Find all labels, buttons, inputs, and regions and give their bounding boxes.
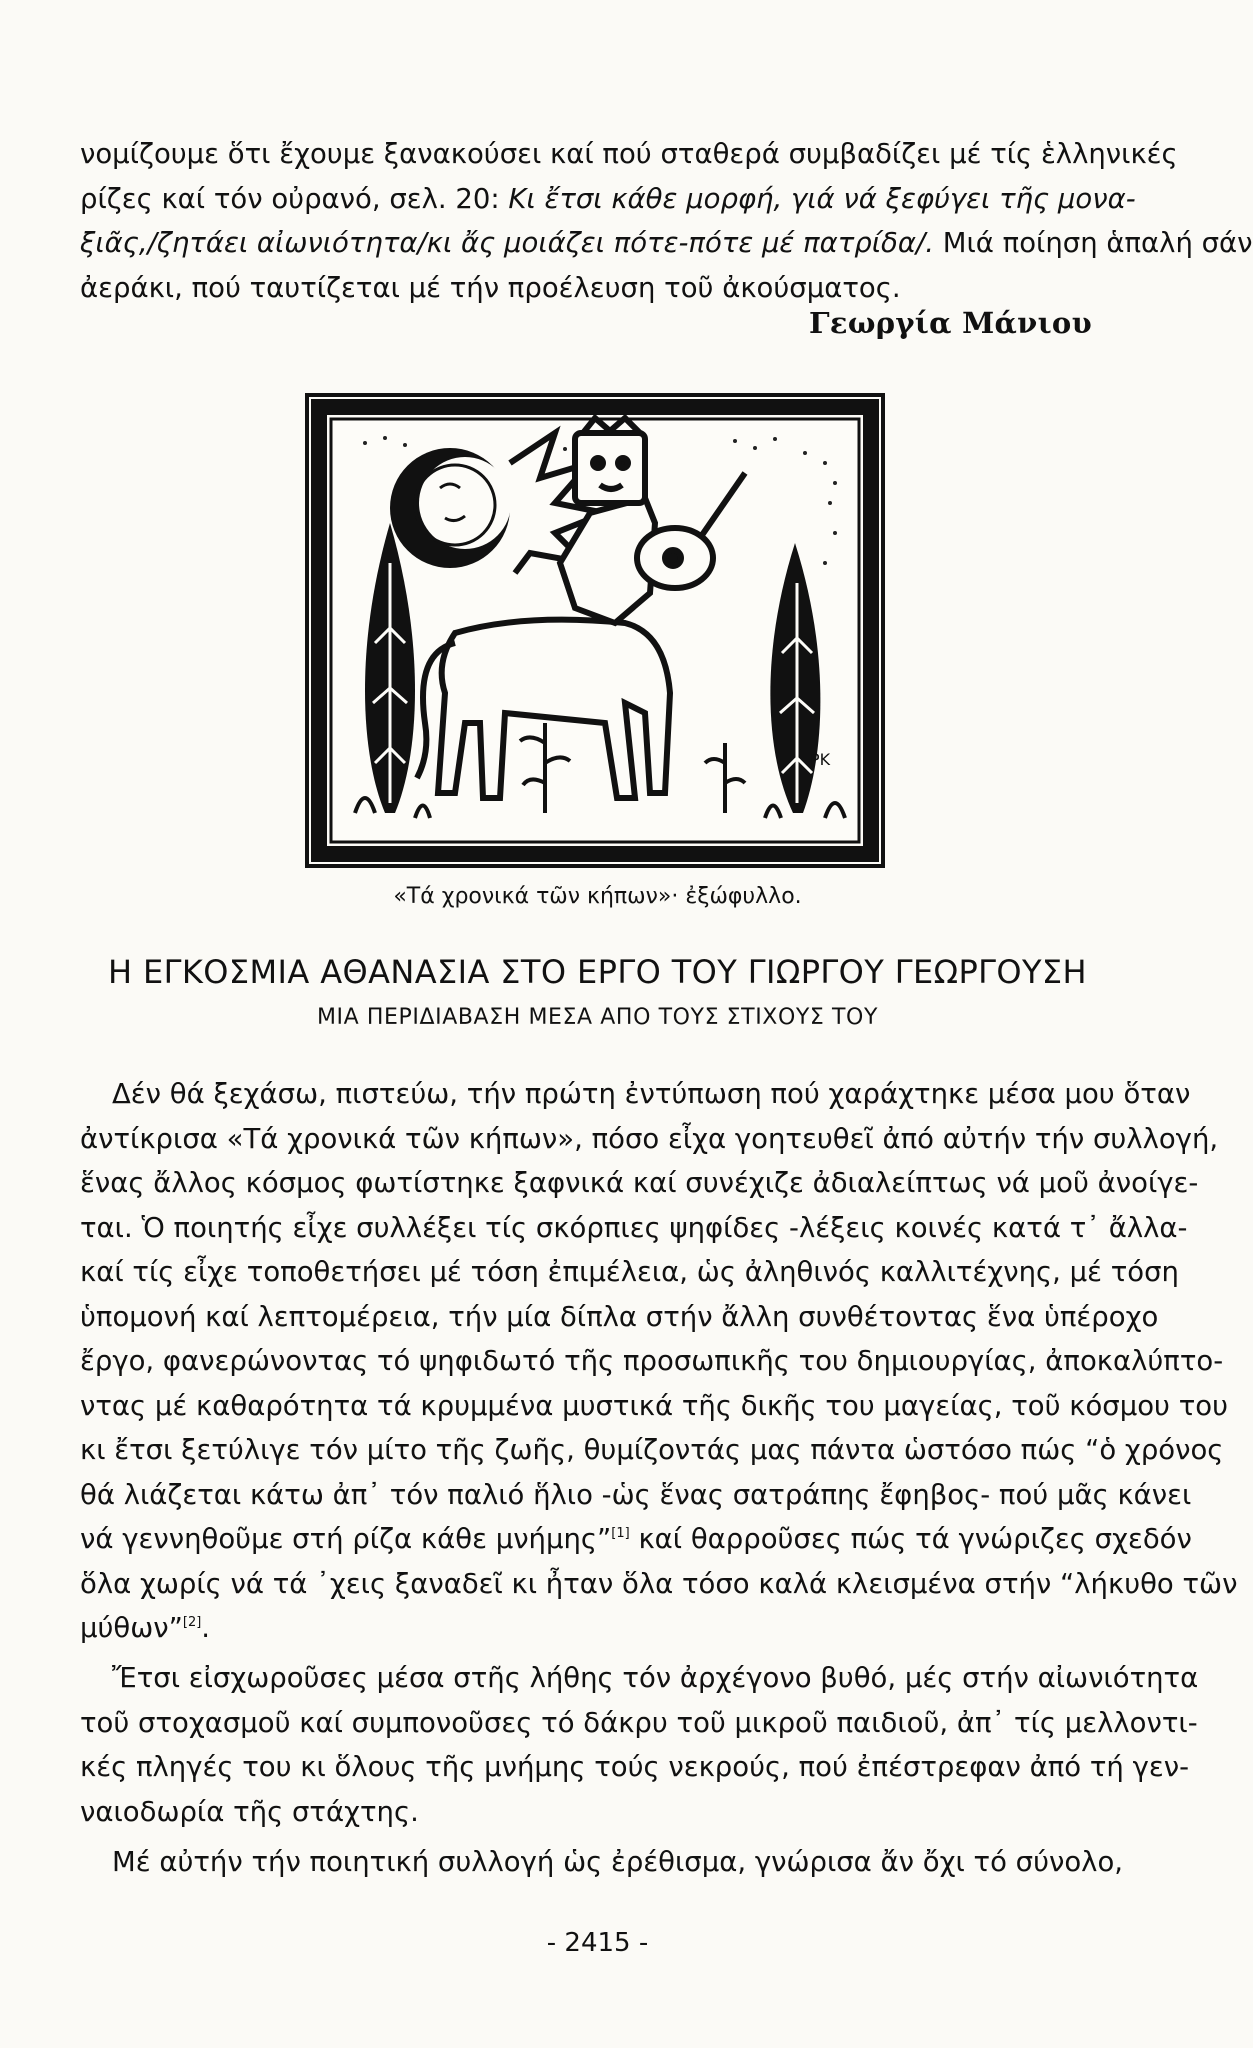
intro-line: ἀεράκι, πού ταυτίζεται μέ τήν προέλευση τοῦ ἀκούσματος. bbox=[80, 271, 901, 304]
intro-line: ρίζες καί τόν οὐρανό, σελ. 20: Κι ἔτσι κάθε μορφή, γιά νά ξεφύγει τῆς μονα- bbox=[80, 182, 1136, 215]
footnote-ref[interactable]: [2] bbox=[182, 1615, 202, 1630]
figure-caption: «Τά χρονικά τῶν κήπων»· ἐξώφυλλο. bbox=[393, 884, 802, 909]
body-paragraph-1 bbox=[80, 1072, 1238, 1651]
woodcut-illustration bbox=[305, 393, 885, 868]
paragraph-line: τοῦ στοχασμοῦ καί συμπονοῦσες τό δάκρυ τοῦ μικροῦ παιδιοῦ, ἀπ᾽ τίς μελλοντι- bbox=[80, 1706, 1198, 1739]
paragraph-line: ὅλα χωρίς νά τά ᾽χεις ξαναδεῖ κι ἦταν ὅλα τόσο καλά κλεισμένα στήν “λήκυθο τῶν bbox=[80, 1567, 1238, 1600]
paragraph-line: ἕνας ἄλλος κόσμος φωτίστηκε ξαφνικά καί συνέχιζε ἀδιαλείπτως νά μοῦ ἀνοίγε- bbox=[80, 1167, 1199, 1199]
author-signature: Γεωργία Μάνιου bbox=[809, 306, 1092, 340]
body-paragraph-2 bbox=[80, 1656, 1199, 1834]
paragraph-line: Ἔτσι εἰσχωροῦσες μέσα στῆς λήθης τόν ἀρχέγονο βυθό, μές στήν αἰωνιότητα bbox=[112, 1662, 1199, 1694]
paragraph-line: Μέ αὐτήν τήν ποιητική συλλογή ὡς ἐρέθισμα, γνώρισα ἄν ὄχι τό σύνολο, bbox=[112, 1846, 1124, 1878]
footnote-ref[interactable]: [1] bbox=[611, 1526, 630, 1541]
paragraph-line: ὑπομονή καί λεπτομέρεια, τήν μία δίπλα στήν ἄλλη συνθέτοντας ἕνα ὑπέροχο bbox=[80, 1300, 1159, 1333]
paragraph-line: θά λιάζεται κάτω ἀπ᾽ τόν παλιό ἥλιο -ὡς ἕνας σατράπης ἔφηβος- πού μᾶς κάνει bbox=[80, 1478, 1192, 1511]
article-title: Η ΕΓΚΟΣΜΙΑ ΑΘΑΝΑΣΙΑ ΣΤΟ ΕΡΓΟ ΤΟΥ ΓΙΩΡΓΟΥ ΓΕΩΡΓΟΥΣΗ bbox=[108, 953, 1087, 991]
intro-line: ξιᾶς,/ζητάει αἰωνιότητα/κι ἄς μοιάζει πότε-πότε μέ πατρίδα/. Μιά ποίηση ἁπαλή σάν bbox=[80, 227, 1253, 259]
paragraph-line: ἀντίκρισα «Τά χρονικά τῶν κήπων», πόσο εἶχα γοητευθεῖ ἀπό αὐτήν τήν συλλογή, bbox=[80, 1122, 1219, 1155]
paragraph-line: κι ἔτσι ξετύλιγε τόν μίτο τῆς ζωῆς, θυμίζοντάς μας πάντα ὡστόσο πώς “ὁ χρόνος bbox=[80, 1434, 1224, 1466]
paragraph-line: ντας μέ καθαρότητα τά κρυμμένα μυστικά τῆς δικῆς του μαγείας, τοῦ κόσμου του bbox=[80, 1389, 1229, 1422]
paragraph-line: κές πληγές του κι ὅλους τῆς μνήμης τούς νεκρούς, πού ἐπέστρεφαν ἀπό τή γεν- bbox=[80, 1751, 1190, 1783]
article-subtitle: ΜΙΑ ΠΕΡΙΔΙΑΒΑΣΗ ΜΕΣΑ ΑΠΟ ΤΟΥΣ ΣΤΙΧΟΥΣ ΤΟΥ bbox=[316, 1005, 879, 1030]
paragraph-line: ται. Ὁ ποιητής εἶχε συλλέξει τίς σκόρπιες ψηφίδες -λέξεις κοινές κατά τ᾽ ἄλλα- bbox=[80, 1211, 1188, 1244]
paragraph-line: ἔργο, φανερώνοντας τό ψηφιδωτό τῆς προσωπικῆς του δημιουργίας, ἀποκαλύπτο- bbox=[80, 1345, 1224, 1377]
paragraph-line: νά γεννηθοῦμε στή ρίζα κάθε μνήμης”[1] καί θαρροῦσες πώς τά γνώριζες σχεδόν bbox=[80, 1523, 1192, 1555]
paragraph-line: ναιοδωρία τῆς στάχτης. bbox=[80, 1795, 419, 1828]
body-paragraph-3 bbox=[80, 1840, 1124, 1885]
woodcut-initials: ΡΚ bbox=[810, 750, 831, 769]
intro-line: νομίζουμε ὅτι ἔχουμε ξανακούσει καί πού σταθερά συμβαδίζει μέ τίς ἑλληνικές bbox=[80, 138, 1178, 170]
paragraph-line: καί τίς εἶχε τοποθετήσει μέ τόση ἐπιμέλεια, ὡς ἀληθινός καλλιτέχνης, μέ τόση bbox=[80, 1256, 1179, 1288]
paragraph-line: μύθων”[2]. bbox=[80, 1612, 211, 1644]
page-number: - 2415 - bbox=[546, 1928, 649, 1958]
paragraph-line: Δέν θά ξεχάσω, πιστεύω, τήν πρώτη ἐντύπωση πού χαράχτηκε μέσα μου ὅταν bbox=[112, 1078, 1191, 1110]
intro-paragraph bbox=[80, 132, 1253, 310]
